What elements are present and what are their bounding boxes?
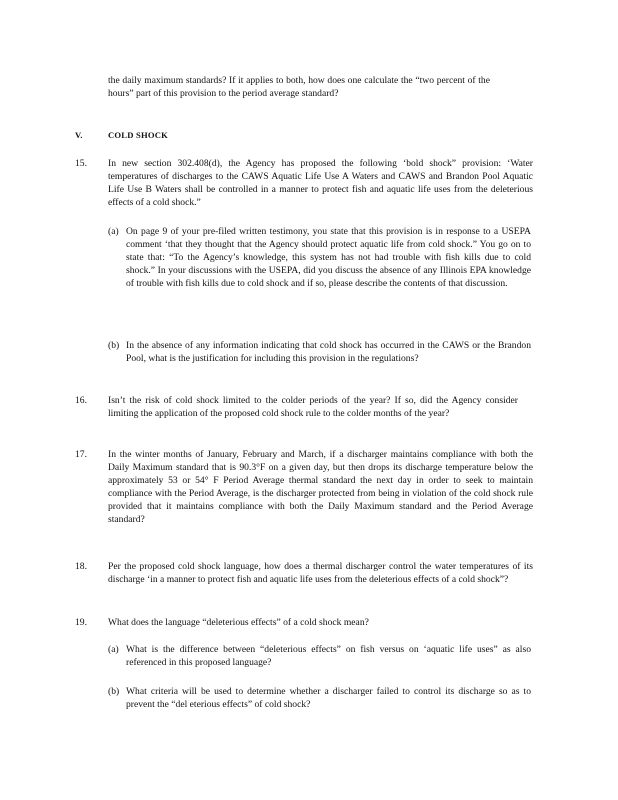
question-19b-label: (b)	[108, 686, 120, 697]
intro-paragraph: the daily maximum standards? If it applies to both, how does one calculate the “two percent of the hours” part of this provision to the period average standard?	[108, 75, 490, 99]
question-16-number: 16.	[75, 395, 87, 406]
section-title: COLD SHOCK	[108, 130, 169, 140]
question-15a-label: (a)	[108, 226, 119, 237]
question-19b-text: What criteria will be used to determine whether a discharger failed to control its discharge so as to prevent the “del eterious effects” of cold shock?	[126, 686, 531, 710]
question-15-number: 15.	[75, 158, 87, 169]
question-19-number: 19.	[75, 617, 87, 628]
question-19a-text: What is the difference between “deleterious effects” on fish versus on ‘aquatic life uses” as also referenced in this proposed language?	[126, 644, 531, 668]
question-18-text: Per the proposed cold shock language, how does a thermal discharger control the water temperatures of its discharge ‘in a manner to protect fish and aquatic life uses from the deleterious effects of a cold shock”?	[108, 561, 533, 585]
question-19a-label: (a)	[108, 644, 119, 655]
question-15b-text: In the absence of any information indicating that cold shock has occurred in the CAWS or the Brandon Pool, what is the justification for including this provision in the regulations?	[126, 340, 531, 364]
question-18-number: 18.	[75, 561, 87, 572]
question-16-text: Isn’t the risk of cold shock limited to the colder periods of the year? If so, did the Agency consider limiting the application of the proposed cold shock rule to the colder months of the year?	[108, 395, 518, 419]
question-19-text: What does the language “deleterious effects” of a cold shock mean?	[108, 617, 369, 628]
question-15b-label: (b)	[108, 340, 120, 351]
question-15a-text: On page 9 of your pre-filed written testimony, you state that this provision is in response to a USEPA comment ‘that they thought that the Agency should protect aquatic life from cold shock.” You go on to state that: “To the Agency’s knowledge, this system has not had trouble with fish kills due to cold shock.” In your discussions with the USEPA, did you discuss the absence of any Illinois EPA knowledge of trouble with fish kills due to cold shock and if so, please describe the contents of that discussion.	[126, 226, 531, 289]
question-17-text: In the winter months of January, February and March, if a discharger maintains compliance with both the Daily Maximum standard that is 90.3°F on a given day, but then drops its discharge temperature below the approximately 53 or 54° F Period Average thermal standard the next day in order to seek to maintain compliance with the Period Average, is the discharger protected from being in violation of the cold shock rule provided that it maintains compliance with both the Daily Maximum standard and the Period Average standard?	[108, 449, 533, 525]
section-numeral: V.	[75, 130, 83, 140]
question-15-text: In new section 302.408(d), the Agency has proposed the following ‘bold shock” provision: ‘Water temperatures of discharges to the CAWS Aquatic Life Use A Waters and CAWS and Brandon Pool Aquatic Life Use B Waters shall be controlled in a manner to protect fish and aquatic life uses from the deleterious effects of a cold shock.”	[108, 158, 533, 208]
question-17-number: 17.	[75, 449, 87, 460]
